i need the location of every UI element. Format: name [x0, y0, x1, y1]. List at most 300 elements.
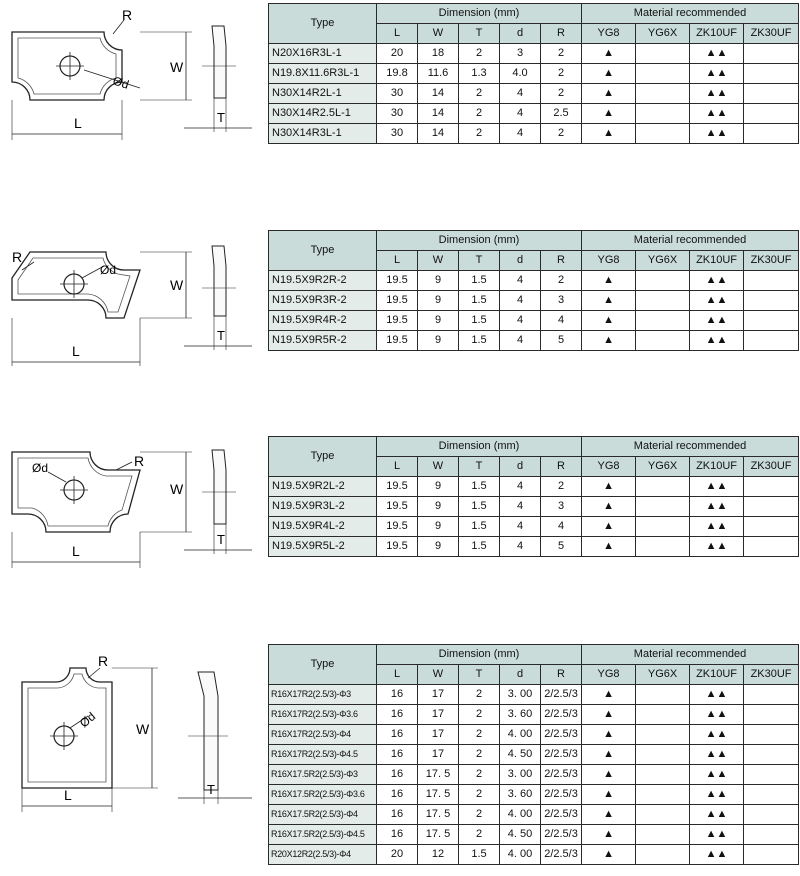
- dim-cell-R: 2/2.5/3: [541, 805, 582, 825]
- dim-cell-T: 2: [459, 685, 500, 705]
- material-header: Material recommended: [582, 437, 799, 457]
- material-header-ZK30UF: ZK30UF: [744, 665, 799, 685]
- dim-cell-d: 4: [500, 104, 541, 124]
- material-header: Material recommended: [582, 4, 799, 24]
- dim-cell-T: 1.5: [459, 845, 500, 865]
- material-header: Material recommended: [582, 645, 799, 665]
- dimension-header: Dimension (mm): [377, 645, 582, 665]
- type-cell: N19.5X9R5R-2: [269, 331, 377, 351]
- table-row: [269, 124, 799, 144]
- table-row: [269, 104, 799, 124]
- dim-cell-R: 2: [541, 64, 582, 84]
- material-header-ZK10UF: ZK10UF: [690, 665, 744, 685]
- type-cell: N30X14R2L-1: [269, 84, 377, 104]
- length-label: L: [64, 787, 72, 803]
- material-cell-ZK10UF: ▲▲: [690, 705, 744, 725]
- type-cell: N30X14R3L-1: [269, 124, 377, 144]
- dim-cell-d: 3. 60: [500, 785, 541, 805]
- table-row: [269, 271, 799, 291]
- table-row: [269, 685, 799, 705]
- material-cell-ZK30UF: [744, 124, 799, 144]
- dim-cell-W: 11.6: [418, 64, 459, 84]
- diameter-label: Ød: [32, 461, 49, 475]
- type-cell: R16X17.5R2(2.5/3)-Φ3: [269, 765, 377, 785]
- type-cell: R16X17.5R2(2.5/3)-Φ4: [269, 805, 377, 825]
- width-label: W: [170, 59, 184, 75]
- material-cell-ZK30UF: [744, 765, 799, 785]
- material-header-ZK30UF: ZK30UF: [744, 251, 799, 271]
- material-cell-YG6X: [636, 785, 690, 805]
- material-cell-YG6X: [636, 271, 690, 291]
- material-cell-YG6X: [636, 311, 690, 331]
- dim-header-T: T: [459, 457, 500, 477]
- material-cell-ZK30UF: [744, 685, 799, 705]
- dim-cell-W: 9: [418, 331, 459, 351]
- material-cell-ZK10UF: ▲▲: [690, 64, 744, 84]
- material-header-YG8: YG8: [582, 665, 636, 685]
- dim-header-L: L: [377, 24, 418, 44]
- material-cell-ZK30UF: [744, 745, 799, 765]
- material-header-YG8: YG8: [582, 251, 636, 271]
- spec-table-4: [268, 644, 799, 865]
- thickness-label: T: [217, 328, 225, 343]
- dim-cell-d: 4: [500, 291, 541, 311]
- material-header-YG6X: YG6X: [636, 665, 690, 685]
- material-header-YG6X: YG6X: [636, 251, 690, 271]
- dim-cell-L: 16: [377, 805, 418, 825]
- dim-cell-R: 2/2.5/3: [541, 685, 582, 705]
- dim-cell-d: 4. 00: [500, 845, 541, 865]
- dim-cell-d: 4: [500, 497, 541, 517]
- dim-cell-L: 16: [377, 785, 418, 805]
- material-cell-ZK30UF: [744, 331, 799, 351]
- dim-cell-R: 2/2.5/3: [541, 825, 582, 845]
- material-cell-ZK30UF: [744, 311, 799, 331]
- radius-label: R: [98, 653, 109, 669]
- dim-cell-R: 2/2.5/3: [541, 745, 582, 765]
- material-cell-ZK30UF: [744, 825, 799, 845]
- dim-cell-d: 4. 00: [500, 725, 541, 745]
- dim-cell-R: 3: [541, 291, 582, 311]
- table-row: [269, 64, 799, 84]
- dim-cell-T: 2: [459, 84, 500, 104]
- material-cell-ZK30UF: [744, 537, 799, 557]
- dim-cell-W: 17: [418, 685, 459, 705]
- dim-cell-R: 2: [541, 44, 582, 64]
- type-cell: R16X17.5R2(2.5/3)-Φ4.5: [269, 825, 377, 845]
- material-cell-YG8: ▲: [582, 497, 636, 517]
- type-cell: N19.5X9R3R-2: [269, 291, 377, 311]
- material-cell-ZK10UF: ▲▲: [690, 785, 744, 805]
- material-cell-YG8: ▲: [582, 64, 636, 84]
- type-header: Type: [269, 4, 377, 44]
- dim-cell-R: 3: [541, 497, 582, 517]
- material-cell-ZK30UF: [744, 785, 799, 805]
- type-cell: N30X14R2.5L-1: [269, 104, 377, 124]
- material-cell-YG8: ▲: [582, 124, 636, 144]
- dim-cell-d: 3. 00: [500, 685, 541, 705]
- dim-cell-T: 1.5: [459, 271, 500, 291]
- dim-cell-d: 4: [500, 124, 541, 144]
- dim-cell-W: 9: [418, 291, 459, 311]
- dim-cell-d: 4: [500, 271, 541, 291]
- dim-cell-T: 1.5: [459, 497, 500, 517]
- dim-cell-L: 30: [377, 84, 418, 104]
- dim-cell-W: 14: [418, 84, 459, 104]
- dim-header-L: L: [377, 665, 418, 685]
- section-3: [0, 428, 800, 578]
- dim-header-W: W: [418, 457, 459, 477]
- material-cell-YG6X: [636, 805, 690, 825]
- type-cell: N19.5X9R2R-2: [269, 271, 377, 291]
- material-cell-ZK30UF: [744, 725, 799, 745]
- material-cell-ZK30UF: [744, 805, 799, 825]
- dim-header-L: L: [377, 457, 418, 477]
- dim-cell-W: 17: [418, 725, 459, 745]
- material-cell-YG8: ▲: [582, 477, 636, 497]
- table-row: [269, 331, 799, 351]
- material-cell-ZK10UF: ▲▲: [690, 825, 744, 845]
- dim-cell-L: 19.5: [377, 537, 418, 557]
- material-cell-YG6X: [636, 84, 690, 104]
- dim-cell-R: 5: [541, 331, 582, 351]
- dim-cell-L: 20: [377, 845, 418, 865]
- material-cell-ZK10UF: ▲▲: [690, 477, 744, 497]
- dim-cell-d: 4. 50: [500, 745, 541, 765]
- material-header-ZK10UF: ZK10UF: [690, 457, 744, 477]
- dim-header-R: R: [541, 457, 582, 477]
- insert-drawing-1: [0, 0, 265, 160]
- material-cell-ZK10UF: ▲▲: [690, 685, 744, 705]
- material-cell-ZK30UF: [744, 44, 799, 64]
- dimension-header: Dimension (mm): [377, 4, 582, 24]
- material-cell-ZK10UF: ▲▲: [690, 331, 744, 351]
- length-label: L: [72, 343, 80, 359]
- dim-header-W: W: [418, 251, 459, 271]
- dim-cell-d: 4: [500, 517, 541, 537]
- dim-cell-T: 1.5: [459, 477, 500, 497]
- material-cell-YG8: ▲: [582, 825, 636, 845]
- dim-cell-R: 2/2.5/3: [541, 725, 582, 745]
- width-label: W: [170, 277, 184, 293]
- dim-cell-L: 19.5: [377, 271, 418, 291]
- material-cell-YG6X: [636, 685, 690, 705]
- dim-cell-T: 1.5: [459, 537, 500, 557]
- dim-cell-L: 16: [377, 765, 418, 785]
- dim-cell-W: 9: [418, 537, 459, 557]
- dim-cell-L: 19.8: [377, 64, 418, 84]
- material-cell-YG6X: [636, 765, 690, 785]
- header-row-1: [269, 231, 799, 251]
- dim-cell-T: 2: [459, 705, 500, 725]
- dim-cell-d: 4.0: [500, 64, 541, 84]
- dim-cell-T: 2: [459, 44, 500, 64]
- material-cell-ZK30UF: [744, 705, 799, 725]
- dim-cell-R: 2: [541, 124, 582, 144]
- table-row: [269, 745, 799, 765]
- dim-header-d: d: [500, 457, 541, 477]
- material-cell-ZK10UF: ▲▲: [690, 745, 744, 765]
- table-row: [269, 517, 799, 537]
- material-cell-YG8: ▲: [582, 805, 636, 825]
- dim-cell-T: 2: [459, 745, 500, 765]
- dim-cell-R: 5: [541, 537, 582, 557]
- dim-cell-L: 19.5: [377, 311, 418, 331]
- dim-cell-W: 17: [418, 745, 459, 765]
- length-label: L: [74, 115, 82, 131]
- type-cell: N19.5X9R4R-2: [269, 311, 377, 331]
- material-cell-ZK10UF: ▲▲: [690, 765, 744, 785]
- table-row: [269, 785, 799, 805]
- dim-cell-L: 16: [377, 685, 418, 705]
- dim-cell-d: 3. 60: [500, 705, 541, 725]
- dim-cell-L: 20: [377, 44, 418, 64]
- dim-cell-T: 1.5: [459, 311, 500, 331]
- dim-cell-d: 4: [500, 537, 541, 557]
- dim-header-L: L: [377, 251, 418, 271]
- type-cell: N19.5X9R2L-2: [269, 477, 377, 497]
- material-header-YG6X: YG6X: [636, 457, 690, 477]
- dim-cell-T: 2: [459, 765, 500, 785]
- dim-header-d: d: [500, 24, 541, 44]
- material-cell-YG6X: [636, 845, 690, 865]
- material-cell-YG8: ▲: [582, 705, 636, 725]
- dim-cell-T: 1.5: [459, 517, 500, 537]
- dim-cell-W: 9: [418, 517, 459, 537]
- material-cell-YG6X: [636, 497, 690, 517]
- material-cell-ZK10UF: ▲▲: [690, 124, 744, 144]
- material-cell-ZK10UF: ▲▲: [690, 44, 744, 64]
- material-cell-YG8: ▲: [582, 291, 636, 311]
- dim-cell-R: 2/2.5/3: [541, 845, 582, 865]
- material-header: Material recommended: [582, 231, 799, 251]
- dim-cell-T: 1.5: [459, 291, 500, 311]
- material-cell-ZK30UF: [744, 104, 799, 124]
- diameter-label: Ød: [111, 73, 131, 92]
- table-row: [269, 291, 799, 311]
- dim-cell-d: 4: [500, 477, 541, 497]
- material-cell-ZK10UF: ▲▲: [690, 497, 744, 517]
- table-row: [269, 805, 799, 825]
- material-cell-ZK30UF: [744, 497, 799, 517]
- dimension-header: Dimension (mm): [377, 231, 582, 251]
- material-header-YG8: YG8: [582, 24, 636, 44]
- insert-drawing-3: [0, 428, 265, 578]
- dim-cell-d: 3: [500, 44, 541, 64]
- dim-cell-T: 2: [459, 785, 500, 805]
- dim-cell-L: 16: [377, 825, 418, 845]
- material-cell-YG8: ▲: [582, 845, 636, 865]
- dim-cell-R: 2/2.5/3: [541, 765, 582, 785]
- material-cell-YG8: ▲: [582, 44, 636, 64]
- material-cell-YG6X: [636, 745, 690, 765]
- material-header-YG8: YG8: [582, 457, 636, 477]
- table-row: [269, 765, 799, 785]
- insert-drawing-4: [0, 636, 265, 826]
- dim-cell-L: 30: [377, 104, 418, 124]
- material-cell-YG6X: [636, 331, 690, 351]
- table-row: [269, 497, 799, 517]
- dimension-header: Dimension (mm): [377, 437, 582, 457]
- dim-cell-L: 19.5: [377, 477, 418, 497]
- dim-cell-L: 16: [377, 725, 418, 745]
- dim-cell-L: 30: [377, 124, 418, 144]
- material-cell-YG8: ▲: [582, 725, 636, 745]
- section-2: [0, 222, 800, 372]
- dim-cell-d: 4. 50: [500, 825, 541, 845]
- material-cell-ZK30UF: [744, 517, 799, 537]
- type-cell: R16X17.5R2(2.5/3)-Φ3.6: [269, 785, 377, 805]
- dim-cell-R: 4: [541, 517, 582, 537]
- material-cell-ZK10UF: ▲▲: [690, 271, 744, 291]
- dim-cell-d: 4: [500, 84, 541, 104]
- dim-cell-T: 1.3: [459, 64, 500, 84]
- material-cell-ZK30UF: [744, 477, 799, 497]
- dim-cell-W: 14: [418, 124, 459, 144]
- radius-label: R: [122, 7, 133, 23]
- dim-cell-L: 19.5: [377, 331, 418, 351]
- type-header: Type: [269, 437, 377, 477]
- material-cell-YG6X: [636, 725, 690, 745]
- header-row-1: [269, 4, 799, 24]
- dim-cell-L: 16: [377, 745, 418, 765]
- material-cell-YG6X: [636, 537, 690, 557]
- spec-table-2: [268, 230, 799, 351]
- type-header: Type: [269, 645, 377, 685]
- table-row: [269, 44, 799, 64]
- insert-drawing-2: [0, 222, 265, 372]
- material-cell-ZK10UF: ▲▲: [690, 805, 744, 825]
- dim-header-d: d: [500, 251, 541, 271]
- material-header-ZK30UF: ZK30UF: [744, 24, 799, 44]
- material-cell-YG8: ▲: [582, 745, 636, 765]
- dim-cell-R: 2.5: [541, 104, 582, 124]
- material-cell-YG6X: [636, 44, 690, 64]
- dim-cell-R: 2: [541, 477, 582, 497]
- radius-label: R: [134, 453, 145, 469]
- section-4: [0, 636, 800, 876]
- dim-header-T: T: [459, 24, 500, 44]
- material-cell-YG6X: [636, 64, 690, 84]
- material-cell-YG6X: [636, 517, 690, 537]
- material-cell-YG8: ▲: [582, 517, 636, 537]
- material-cell-YG6X: [636, 705, 690, 725]
- material-cell-YG8: ▲: [582, 537, 636, 557]
- thickness-label: T: [207, 782, 215, 797]
- table-row: [269, 725, 799, 745]
- diameter-label: Ød: [76, 709, 99, 731]
- diameter-label: Ød: [100, 263, 117, 277]
- spec-table-3: [268, 436, 799, 557]
- material-cell-YG8: ▲: [582, 785, 636, 805]
- dim-cell-W: 9: [418, 497, 459, 517]
- material-cell-ZK10UF: ▲▲: [690, 845, 744, 865]
- material-cell-ZK30UF: [744, 845, 799, 865]
- table-row: [269, 705, 799, 725]
- material-cell-ZK10UF: ▲▲: [690, 104, 744, 124]
- dim-cell-T: 2: [459, 805, 500, 825]
- dim-cell-L: 19.5: [377, 497, 418, 517]
- material-cell-YG8: ▲: [582, 84, 636, 104]
- table-row: [269, 825, 799, 845]
- dim-cell-d: 3. 00: [500, 765, 541, 785]
- dim-cell-W: 18: [418, 44, 459, 64]
- header-row-1: [269, 645, 799, 665]
- material-cell-YG8: ▲: [582, 331, 636, 351]
- material-cell-ZK30UF: [744, 271, 799, 291]
- dim-header-R: R: [541, 665, 582, 685]
- dim-cell-T: 2: [459, 104, 500, 124]
- dim-cell-R: 2: [541, 271, 582, 291]
- table-row: [269, 537, 799, 557]
- dim-cell-L: 19.5: [377, 517, 418, 537]
- thickness-label: T: [217, 532, 225, 547]
- dim-cell-T: 2: [459, 825, 500, 845]
- material-cell-ZK30UF: [744, 291, 799, 311]
- dim-cell-R: 2: [541, 84, 582, 104]
- dim-cell-W: 17. 5: [418, 765, 459, 785]
- material-cell-ZK10UF: ▲▲: [690, 311, 744, 331]
- material-cell-YG8: ▲: [582, 765, 636, 785]
- dim-cell-R: 2/2.5/3: [541, 705, 582, 725]
- material-header-ZK30UF: ZK30UF: [744, 457, 799, 477]
- material-cell-YG8: ▲: [582, 271, 636, 291]
- material-cell-ZK10UF: ▲▲: [690, 291, 744, 311]
- dim-cell-T: 2: [459, 124, 500, 144]
- material-cell-YG6X: [636, 124, 690, 144]
- dim-cell-W: 14: [418, 104, 459, 124]
- spec-table-1: [268, 3, 799, 144]
- material-header-ZK10UF: ZK10UF: [690, 251, 744, 271]
- dim-header-W: W: [418, 665, 459, 685]
- material-cell-YG8: ▲: [582, 104, 636, 124]
- width-label: W: [136, 721, 150, 737]
- dim-header-R: R: [541, 251, 582, 271]
- dim-cell-d: 4: [500, 311, 541, 331]
- dim-header-W: W: [418, 24, 459, 44]
- table-row: [269, 845, 799, 865]
- dim-cell-d: 4: [500, 331, 541, 351]
- material-cell-YG6X: [636, 104, 690, 124]
- material-cell-YG8: ▲: [582, 685, 636, 705]
- dim-cell-W: 9: [418, 477, 459, 497]
- material-cell-ZK30UF: [744, 84, 799, 104]
- dim-cell-R: 2/2.5/3: [541, 785, 582, 805]
- dim-cell-L: 16: [377, 705, 418, 725]
- dim-cell-L: 19.5: [377, 291, 418, 311]
- width-label: W: [170, 481, 184, 497]
- dim-cell-W: 17. 5: [418, 825, 459, 845]
- material-cell-YG6X: [636, 477, 690, 497]
- table-row: [269, 477, 799, 497]
- material-header-YG6X: YG6X: [636, 24, 690, 44]
- type-cell: R16X17R2(2.5/3)-Φ3.6: [269, 705, 377, 725]
- table-row: [269, 84, 799, 104]
- material-header-ZK10UF: ZK10UF: [690, 24, 744, 44]
- material-cell-YG6X: [636, 291, 690, 311]
- type-cell: N19.5X9R5L-2: [269, 537, 377, 557]
- type-cell: R16X17R2(2.5/3)-Φ3: [269, 685, 377, 705]
- type-cell: N20X16R3L-1: [269, 44, 377, 64]
- table-row: [269, 311, 799, 331]
- type-cell: N19.5X9R4L-2: [269, 517, 377, 537]
- type-header: Type: [269, 231, 377, 271]
- dim-cell-R: 4: [541, 311, 582, 331]
- header-row-1: [269, 437, 799, 457]
- dim-header-d: d: [500, 665, 541, 685]
- dim-cell-W: 9: [418, 311, 459, 331]
- material-cell-ZK10UF: ▲▲: [690, 537, 744, 557]
